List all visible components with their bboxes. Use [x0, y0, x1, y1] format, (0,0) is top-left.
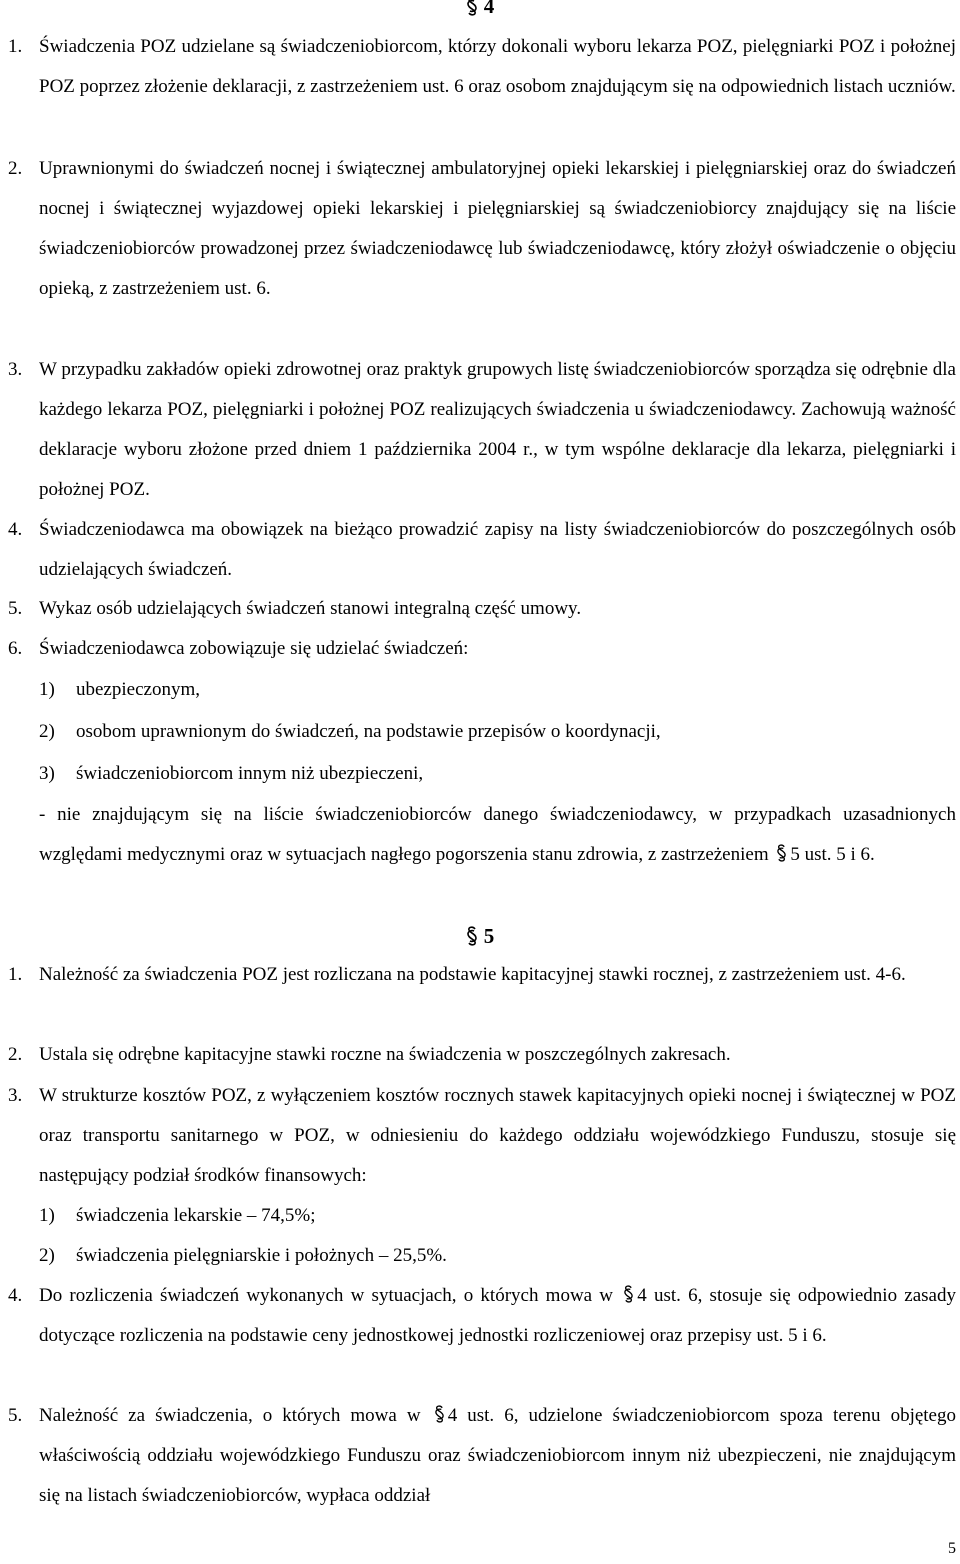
- item-text: Świadczeniodawca zobowiązuje się udzielać świadczeń:: [39, 638, 469, 659]
- section-4-heading: [0, 0, 960, 19]
- sub-item-text: świadczeniobiorcom innym niż ubezpieczeni,: [76, 763, 424, 784]
- sub-item-text: świadczenia pielęgniarskie i położnych – 25,5%.: [76, 1245, 447, 1266]
- item-number: 3.: [8, 359, 23, 380]
- list-item: [8, 1396, 956, 1516]
- item-text: Ustala się odrębne kapitacyjne stawki roczne na świadczenia w poszczególnych zakresach.: [39, 1044, 731, 1065]
- dash-reference: 5 ust. 5 i 6.: [790, 844, 875, 865]
- list-item: [8, 149, 956, 309]
- item-text: W strukturze kosztów POZ, z wyłączeniem kosztów rocznych stawek kapitacyjnych opieki nocnej i świątecznej w POZ oraz transportu sanitarnego w POZ, w odniesieniu do każdego oddziału wojewódzkiego Funduszu, stosuje się następujący podział środków finansowych:: [39, 1085, 956, 1186]
- sub-item-number: 2): [39, 1245, 55, 1266]
- item-number: 5.: [8, 598, 23, 619]
- list-item: [8, 955, 956, 995]
- sub-item-number: 1): [39, 679, 55, 700]
- item-text: Wykaz osób udzielających świadczeń stanowi integralną część umowy.: [39, 598, 582, 619]
- list-item: [8, 589, 956, 629]
- item-number: 4.: [8, 1285, 23, 1306]
- item-text: [39, 1276, 956, 1356]
- list-item: [8, 510, 956, 590]
- item-text: W przypadku zakładów opieki zdrowotnej oraz praktyk grupowych listę świadczeniobiorców sporządza się odrębnie dla każdego lekarza POZ, pielęgniarki i położnej POZ realizujących świadczenia u świadczeniodawcy. Zachowują ważność deklaracje wyboru złożone przed dniem 1 października 2004 r., w tym wspólne deklaracje dla lekarza, pielęgniarki i położnej POZ.: [39, 359, 956, 500]
- item-number: 5.: [8, 1405, 23, 1426]
- sub-item-text: świadczenia lekarskie – 74,5%;: [76, 1205, 316, 1226]
- item-text: [39, 1396, 956, 1516]
- section-5-heading: [0, 924, 960, 949]
- dash-paragraph: [39, 795, 956, 875]
- sub-list-item: [39, 1196, 956, 1236]
- item-text-pre: Należność za świadczenia, o których mowa w: [39, 1405, 421, 1426]
- sub-list-item: [39, 1236, 956, 1276]
- item-number: 3.: [8, 1085, 23, 1106]
- section-sign-icon: [776, 837, 787, 855]
- section-sign-icon: [623, 1278, 634, 1296]
- sub-list-item: [39, 754, 956, 794]
- sub-item-number: 2): [39, 721, 55, 742]
- sub-list-item: [39, 712, 956, 752]
- item-number: 4.: [8, 519, 23, 540]
- item-text-pre: Do rozliczenia świadczeń wykonanych w sytuacjach, o których mowa w: [39, 1285, 614, 1306]
- section-sign-icon: [466, 926, 478, 946]
- sub-item-text: osobom uprawnionym do świadczeń, na podstawie przepisów o koordynacji,: [76, 721, 661, 742]
- item-text-post: 4 ust. 6, stosuje się odpowiednio zasady dotyczące rozliczenia na podstawie ceny jednostkowej jednostki rozliczeniowej oraz przepisy ust. 5 i 6.: [39, 1285, 956, 1346]
- sub-list-item: [39, 670, 956, 710]
- sub-item-text: ubezpieczonym,: [76, 679, 200, 700]
- item-text: Świadczenia POZ udzielane są świadczeniobiorcom, którzy dokonali wyboru lekarza POZ, pielęgniarki POZ i położnej POZ poprzez złożenie deklaracji, z zastrzeżeniem ust. 6 oraz osobom znajdującym się na odpowiednich listach uczniów.: [39, 36, 956, 97]
- sub-item-number: 1): [39, 1205, 55, 1226]
- item-text: Świadczeniodawca ma obowiązek na bieżąco prowadzić zapisy na listy świadczeniobiorców do poszczególnych osób udzielających świadczeń.: [39, 519, 956, 580]
- item-number: 1.: [8, 36, 23, 57]
- dash-text: - nie znajdującym się na liście świadczeniobiorców danego świadczeniodawcy, w przypadkach uzasadnionych względami medycznymi oraz w sytuacjach nagłego pogorszenia stanu zdrowia, z zastrzeżeniem: [39, 804, 956, 865]
- item-number: 1.: [8, 964, 23, 985]
- list-item: [8, 1035, 956, 1075]
- section-5-number: 5: [483, 924, 495, 948]
- sub-item-number: 3): [39, 763, 55, 784]
- item-text-post: 4 ust. 6, udzielone świadczeniobiorcom spoza terenu objętego właściwością oddziału wojewódzkiego Funduszu oraz świadczeniobiorcom innym niż ubezpieczeni, nie znajdującym się na listach świadczeniobiorców, wypłaca oddział: [39, 1405, 956, 1506]
- page-number: 5: [948, 1540, 956, 1557]
- item-number: 2.: [8, 158, 23, 179]
- item-text: Uprawnionymi do świadczeń nocnej i świątecznej ambulatoryjnej opieki lekarskiej i pielęgniarskiej oraz do świadczeń nocnej i świątecznej wyjazdowej opieki lekarskiej i pielęgniarskiej są świadczeniobiorcy znajdujący się na liście świadczeniobiorców prowadzonej przez świadczeniodawcę lub świadczeniodawcę, który złożył oświadczenie o objęciu opieką, z zastrzeżeniem ust. 6.: [39, 158, 956, 299]
- list-item: [8, 1276, 956, 1356]
- list-item: [8, 1076, 956, 1196]
- item-number: 6.: [8, 638, 23, 659]
- list-item: [8, 629, 956, 669]
- section-sign-icon: [466, 0, 478, 16]
- section-4-number: 4: [483, 0, 495, 18]
- list-item: [8, 350, 956, 510]
- item-number: 2.: [8, 1044, 23, 1065]
- section-sign-icon: [434, 1398, 445, 1416]
- list-item: [8, 27, 956, 107]
- item-text: Należność za świadczenia POZ jest rozliczana na podstawie kapitacyjnej stawki rocznej, z zastrzeżeniem ust. 4-6.: [39, 964, 906, 985]
